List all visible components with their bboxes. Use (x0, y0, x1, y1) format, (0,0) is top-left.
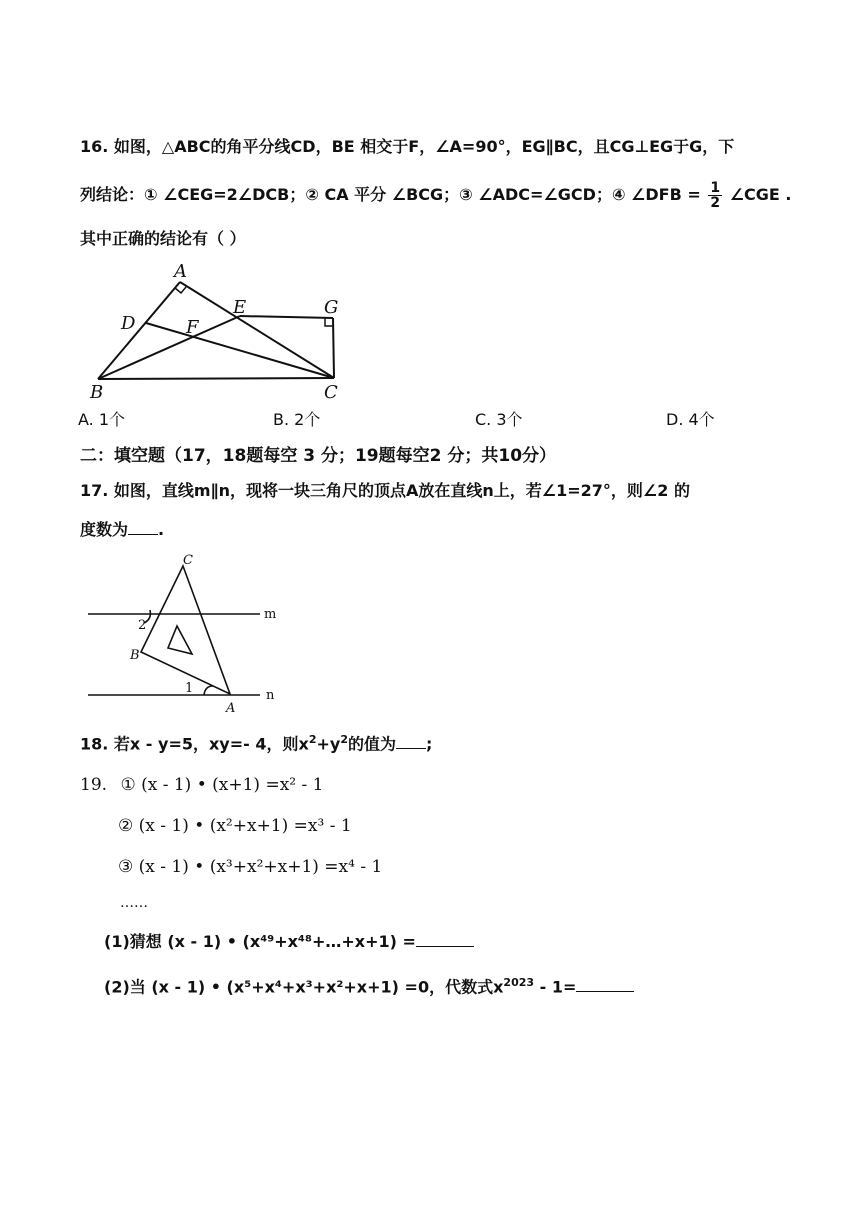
q17-line1: 17. 如图，直线m∥n，现将一块三角尺的顶点A放在直线n上，若∠1=27°，则∠2 的 (80, 481, 690, 500)
fraction-numerator: 1 (710, 180, 721, 196)
answer-blank (128, 520, 158, 535)
right-angle-g (325, 318, 333, 326)
q17-line2-end: . (158, 520, 165, 539)
q16-line3: 其中正确的结论有（ ） (80, 229, 246, 248)
right-angle-a (175, 287, 186, 293)
q18-end: ; (425, 734, 433, 754)
q17-line2-text: 度数为 (80, 520, 129, 539)
q16-option-a: A. 1个 (78, 410, 126, 429)
q16-line2-text: 列结论：① ∠CEG=2∠DCB；② CA 平分 ∠BCG；③ ∠ADC=∠GCD；④ ∠DFB = (80, 185, 701, 204)
label-b-17: B (130, 648, 140, 663)
label-n: n (266, 688, 275, 703)
q19-eq1-row (80, 775, 323, 795)
segment-eg (240, 316, 333, 318)
section-heading: 二：填空题（17，18题每空 3 分；19题每空2 分；共10分） (80, 446, 557, 466)
q18-sup2: 2 (340, 733, 348, 746)
q19-part2-text: (2)当 (x - 1) • (x⁵+x⁴+x³+x²+x+1) =0，代数式x (104, 977, 504, 997)
q18-text-b: +y (316, 734, 341, 754)
q19-part1-text: (1)猜想 (x - 1) • (x⁴⁹+x⁴⁸+…+x+1) = (104, 932, 416, 951)
q19-number: 19. (80, 775, 108, 795)
q16-option-c: C. 3个 (475, 410, 523, 429)
label-e: E (233, 297, 247, 318)
label-m: m (264, 607, 277, 622)
answer-blank (396, 734, 426, 749)
label-a-17: A (226, 701, 236, 715)
q17-figure (80, 553, 290, 715)
segment-ac (180, 282, 334, 378)
segment-gc (333, 318, 334, 378)
q17-line2 (80, 520, 164, 540)
fraction-denominator: 2 (710, 195, 721, 211)
q19-eq3: ③ (x - 1) • (x³+x²+x+1) =x⁴ - 1 (118, 857, 383, 877)
q19-part2 (104, 973, 634, 997)
segment-be (98, 316, 240, 379)
segment-bc (98, 378, 334, 379)
label-d: D (121, 313, 136, 334)
segment-dc (146, 323, 334, 378)
q16-fraction (708, 181, 722, 210)
label-g: G (324, 297, 339, 318)
triangle-inner (168, 626, 192, 654)
answer-blank (576, 977, 634, 992)
q18-line (80, 730, 432, 754)
q16-option-d: D. 4个 (666, 410, 715, 429)
angle-1-arc (204, 686, 213, 695)
triangle-ruler (141, 566, 230, 694)
label-c: C (324, 382, 338, 403)
q16-line1: 16. 如图，△ABC的角平分线CD，BE 相交于F，∠A=90°，EG∥BC，且CG⊥EG于G，下 (80, 137, 735, 156)
q16-option-b: B. 2个 (273, 410, 321, 429)
label-angle-2: 2 (138, 618, 147, 633)
q19-ellipsis: …… (120, 895, 148, 911)
q19-part2-sup: 2023 (503, 976, 535, 989)
label-angle-1: 1 (185, 681, 194, 696)
q18-text-c: 的值为 (347, 734, 396, 754)
label-f: F (186, 317, 199, 338)
q19-eq1: ① (x - 1) • (x+1) =x² - 1 (120, 775, 324, 795)
q19-part2-tail: - 1= (534, 977, 577, 997)
q16-line2 (80, 181, 792, 210)
segment-ab (98, 282, 180, 379)
q18-text-a: 18. 若x - y=5，xy=- 4，则x (80, 734, 309, 754)
q16-figure (80, 258, 380, 408)
q19-part1 (104, 932, 474, 952)
label-b: B (90, 382, 104, 403)
q19-eq2: ② (x - 1) • (x²+x+1) =x³ - 1 (118, 816, 352, 836)
label-c-17: C (183, 553, 193, 568)
q18-sup1: 2 (308, 733, 317, 746)
q16-line2-tail: ∠CGE . (729, 185, 792, 204)
answer-blank (416, 932, 474, 947)
label-a: A (174, 261, 187, 282)
